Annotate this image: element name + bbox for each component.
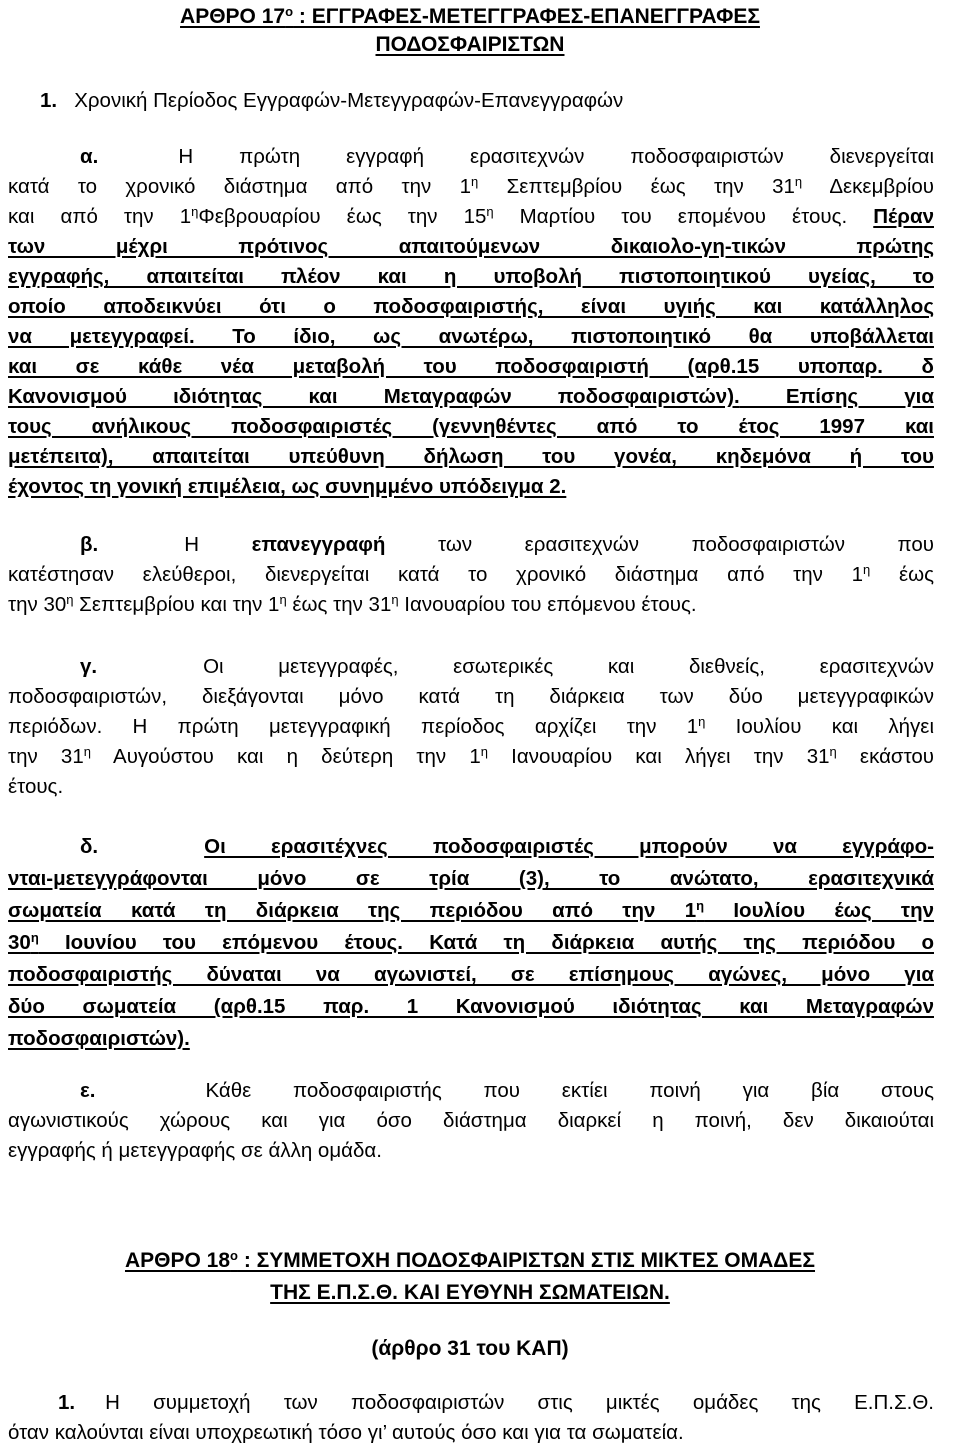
paragraph-a-line-1: α. Η πρώτη εγγραφή ερασιτεχνών ποδοσφαιριστών διενεργείται [80,145,934,168]
paragraph-a-line-11: μετέπειτα), απαιτείται υπεύθυνη δήλωση του γονέα, κηδεμόνα ή του [8,445,934,468]
paragraph-a-line-4: των μέχρι πρότινος απαιτούμενων δικαιολο-γη-τικών πρώτης [8,235,934,258]
paragraph-b-line-1: β. Η επανεγγραφή των ερασιτεχνών ποδοσφαιριστών που [80,533,934,556]
article-18-paragraph-1-line-1: 1. Η συμμετοχή των ποδοσφαιριστών στις μικτές ομάδες της Ε.Π.Σ.Θ. [58,1391,934,1414]
paragraph-a-line-5: εγγραφής, απαιτείται πλέον και η υποβολή πιστοποιητικού υγείας, το [8,265,934,288]
paragraph-g-line-4: την $31^\eta$ Αυγούστου και η δεύτερη την $1^\eta$ Ιανουαρίου και λήγει την $31^\eta$ εκάστου [8,744,934,768]
paragraph-d-line-1: δ. Οι ερασιτέχνες ποδοσφαιριστές μπορούν να εγγράφο- [80,835,934,858]
paragraph-d-line-5: ποδοσφαιριστής δύναται να αγωνιστεί, σε επίσημους αγώνες, μόνο για [8,963,934,986]
paragraph-a-line-10: τους ανήλικους ποδοσφαιριστές (γεννηθέντες από το έτος 1997 και [8,415,934,438]
paragraph-a-line-9: Κανονισμού ιδιότητας και Μεταγραφών ποδοσφαιριστών). Επίσης για [8,385,934,408]
paragraph-g-line-3: περιόδων. Η πρώτη μετεγγραφική περίοδος αρχίζει την $1^\eta$ Ιουλίου και λήγει [8,714,934,738]
paragraph-d-line-7: ποδοσφαιριστών). [8,1027,190,1050]
paragraph-a-line-7: να μετεγγραφεί. Το ίδιο, ως ανωτέρω, πιστοποιητικό θα υποβάλλεται [8,325,934,348]
paragraph-d-line-4: $30^\eta$ Ιουνίου του επόμενου έτους. Κατά τη διάρκεια αυτής της περιόδου ο [8,930,934,954]
paragraph-b-line-3: την $30^\eta$ Σεπτεμβρίου και την $1^\eta$ έως την $31^\eta$ Ιανουαρίου του επόμενου έτους. [8,592,697,616]
paragraph-b-line-2: κατέστησαν ελεύθεροι, διενεργείται κατά το χρονικό διάστημα από την $1^\eta$ έως [8,562,934,586]
article-18-title: ΑΡΘΡΟ $18^o$ : ΣΥΜΜΕΤΟΧΗ ΠΟΔΟΣΦΑΙΡΙΣΤΩΝ ΣΤΙΣ ΜΙΚΤΕΣ ΟΜΑΔΕΣ [124,1248,816,1272]
paragraph-e-line-1: ε. Κάθε ποδοσφαιριστής που εκτίει ποινή για βία στους [80,1079,934,1102]
paragraph-g-line-5: έτους. [8,775,64,798]
paragraph-e-line-3: εγγραφής ή μετεγγραφής σε άλλη ομάδα. [8,1139,382,1162]
paragraph-d-line-3: σωματεία κατά τη διάρκεια της περιόδου από την $1^\eta$ Ιουλίου έως την [8,898,934,922]
article-17-title: ΑΡΘΡΟ $17^o$ : ΕΓΓΡΑΦΕΣ-ΜΕΤΕΓΓΡΑΦΕΣ-ΕΠΑΝΕΓΓΡΑΦΕΣ [180,4,760,28]
article-17-title-line2: ΠΟΔΟΣΦΑΙΡΙΣΤΩΝ [375,33,565,56]
paragraph-d-line-2: νται-μετεγγράφονται μόνο σε τρία (3), το ανώτατο, ερασιτεχνικά [8,867,934,890]
paragraph-a-line-8: και σε κάθε νέα μεταβολή του ποδοσφαιριστή (αρθ.15 υποπαρ. δ [8,355,934,378]
paragraph-a-line-12: έχοντος τη γονική επιμέλεια, ως συνημμένο υπόδειγμα 2. [8,475,567,498]
section-1-heading: 1. Χρονική Περίοδος Εγγραφών-Μετεγγραφών-Επανεγγραφών [40,89,624,112]
paragraph-a-line-2: κατά το χρονικό διάστημα από την $1^\eta$ Σεπτεμβρίου έως την $31^\eta$ Δεκεμβρίου [8,174,934,198]
paragraph-d-line-6: δύο σωματεία (αρθ.15 παρ. 1 Κανονισμού ιδιότητας και Μεταγραφών [8,995,934,1018]
article-18-subtitle: (άρθρο 31 του ΚΑΠ) [371,1337,569,1360]
paragraph-e-line-2: αγωνιστικούς χώρους και για όσο διάστημα διαρκεί η ποινή, δεν δικαιούται [8,1109,934,1132]
article-18-title-line2: ΤΗΣ Ε.Π.Σ.Θ. ΚΑΙ ΕΥΘΥΝΗ ΣΩΜΑΤΕΙΩΝ. [270,1281,670,1304]
paragraph-g-line-1: γ. Οι μετεγγραφές, εσωτερικές και διεθνείς, ερασιτεχνών [80,655,934,678]
paragraph-g-line-2: ποδοσφαιριστών, διεξάγονται μόνο κατά τη διάρκεια των δύο μετεγγραφικών [8,685,934,708]
article-18-paragraph-1-line-2: όταν καλούνται είναι υποχρεωτική τόσο γι’ αυτούς όσο και για τα σωματεία. [8,1421,684,1444]
paragraph-a-line-3: και από την $1^\eta\Phi\varepsilon\beta\rho o\upsilon\alpha\rho ίo\upsilon$ έως την $15^\eta$ Μαρτίου του επομένου έτους. Πέραν [8,204,934,228]
paragraph-a-line-6: οποίο αποδεικνύει ότι ο ποδοσφαιριστής, είναι υγιής και κατάλληλος [8,295,934,318]
